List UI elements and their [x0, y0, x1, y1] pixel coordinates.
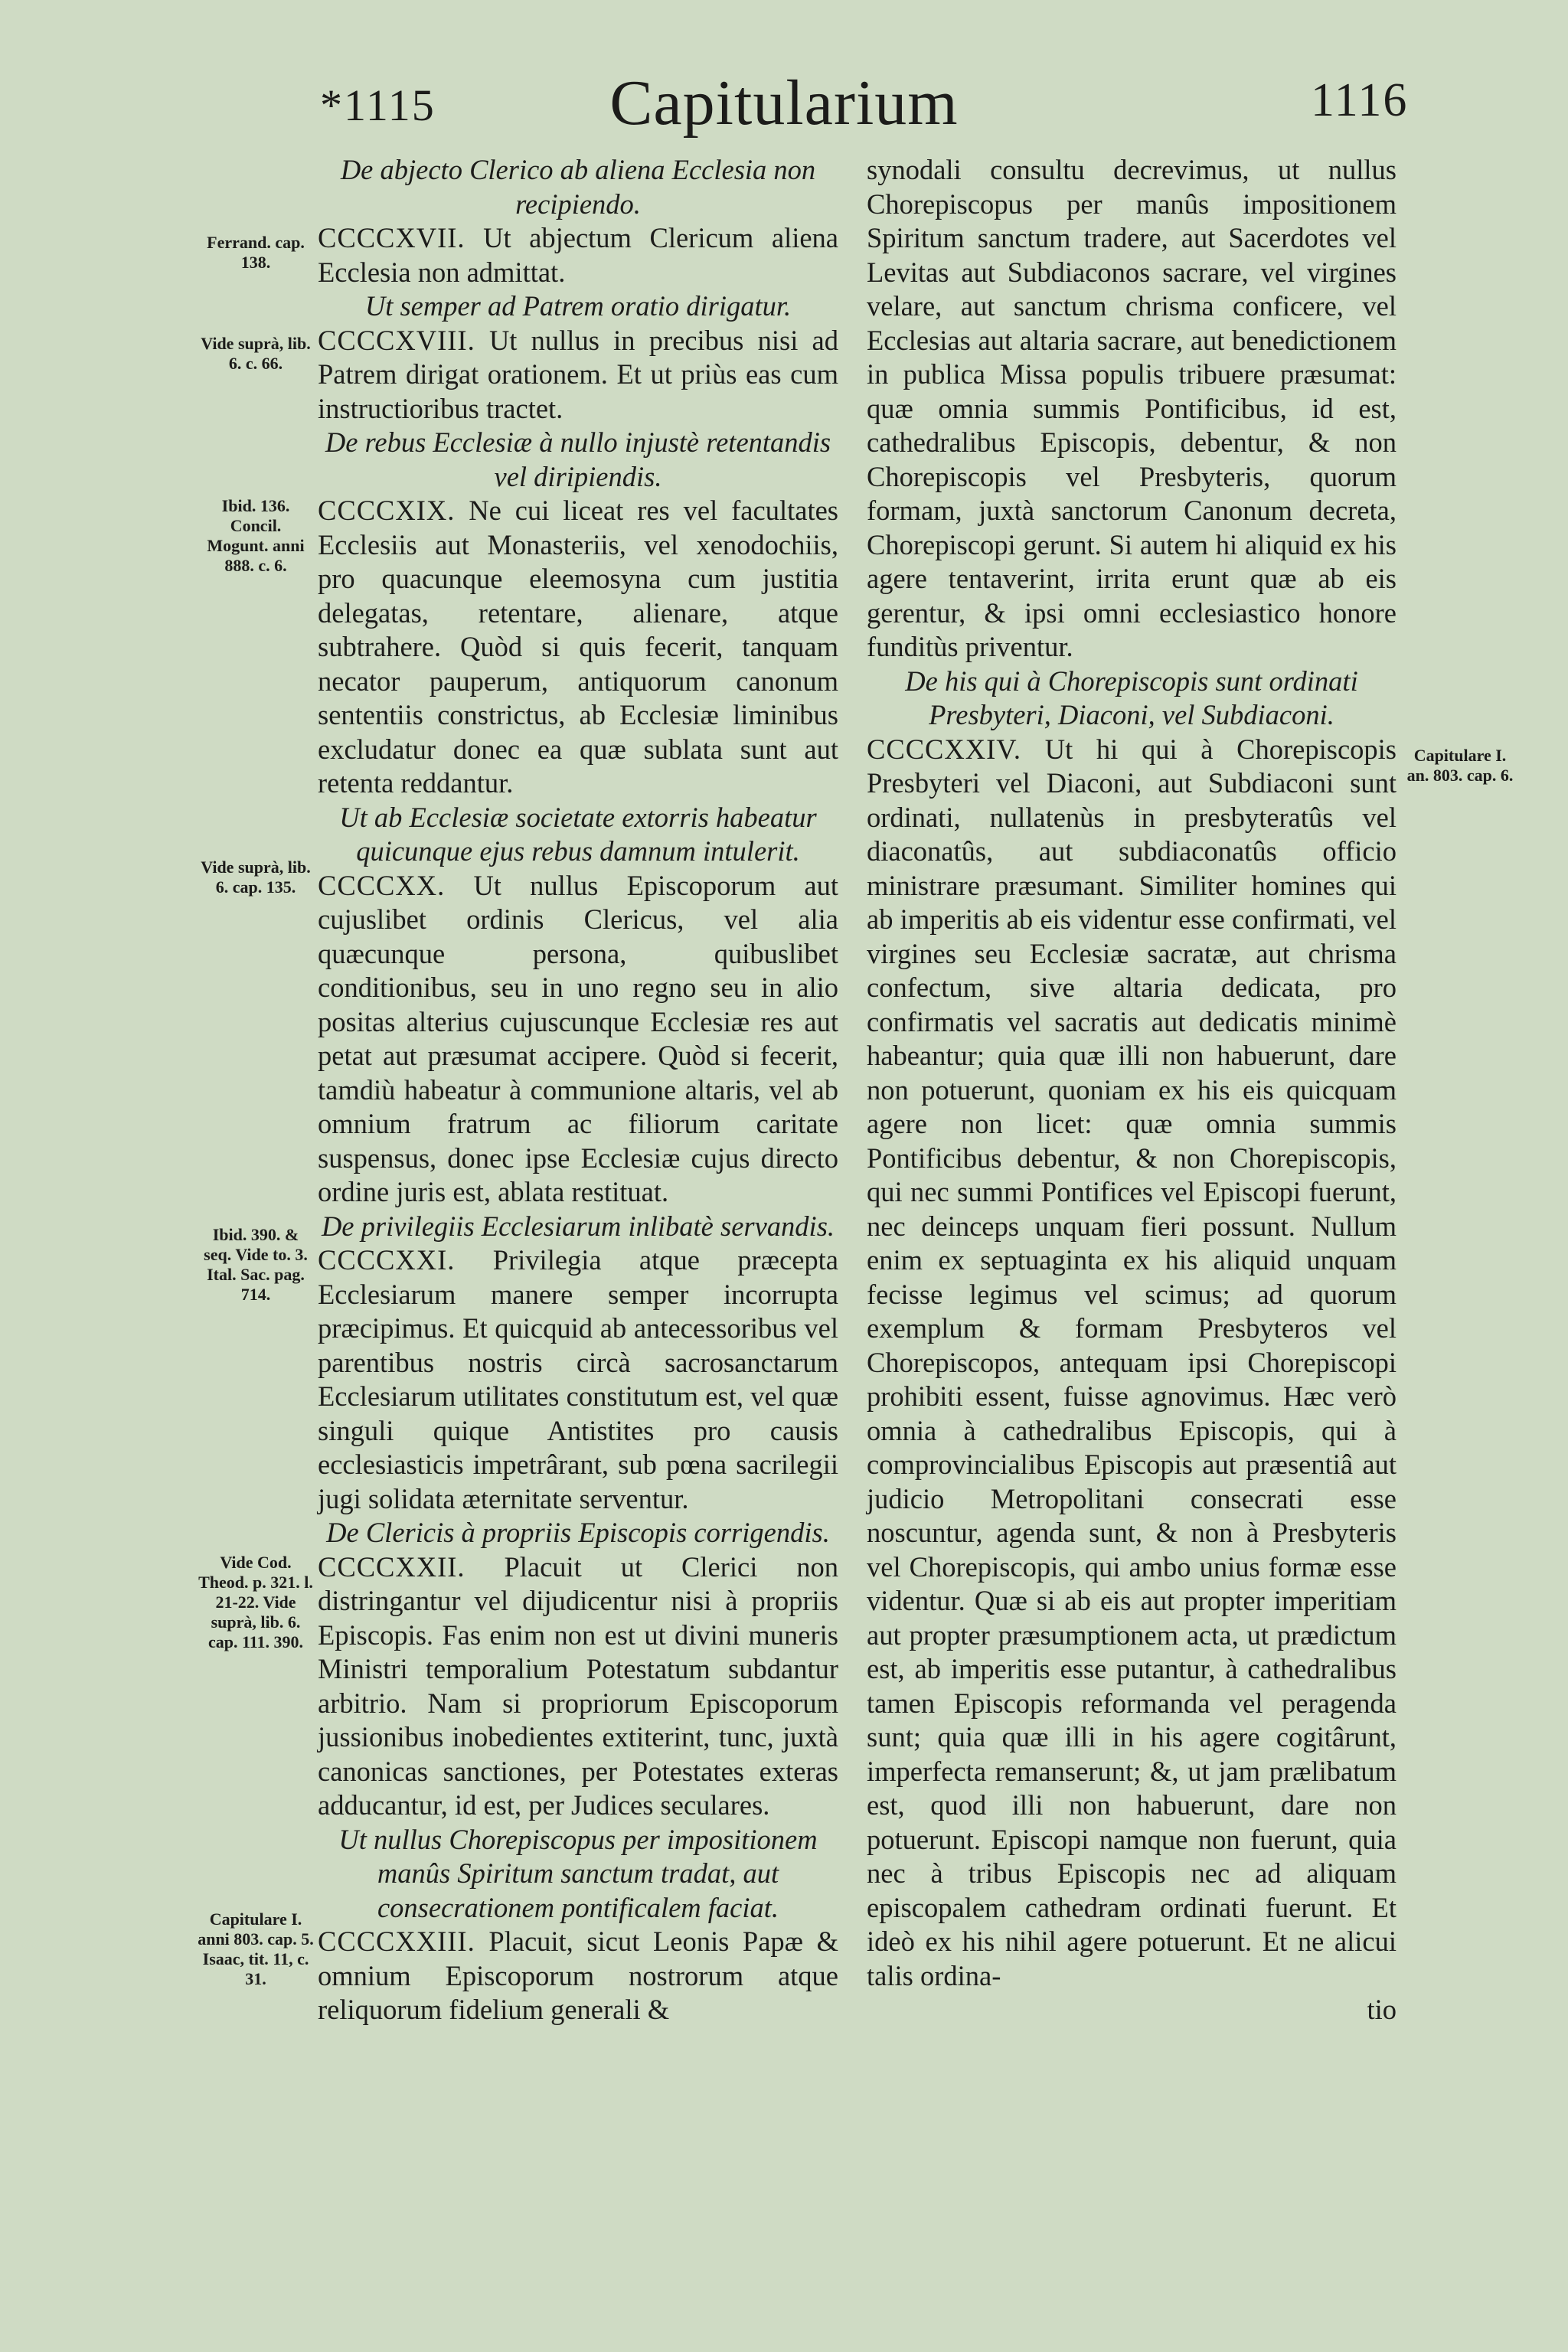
canon-text: Ut nullus in precibus nisi ad Patrem dirigat orationem. Et ut priùs eas cum instructioribus tractet. — [318, 324, 839, 424]
canon-paragraph — [318, 221, 838, 289]
left-page-number: *1115 — [320, 80, 436, 130]
canon-text: Placuit ut Clerici non distringantur vel dijudicentur nisi à propriis Episcopis. Fas enim non est ut divini muneris Ministri temporalium Potestatum subdantur arbitrio. Nam si propriorum Episcoporum jussionibus inobedientes extiterint, tunc, juxtà canonicas sanctiones, per Potestates exteras adducantur, id est, per Judices seculares. — [318, 1550, 838, 1821]
canon-paragraph — [867, 733, 1396, 1994]
canon-number: CCCCXXIV. — [867, 733, 1022, 765]
margin-note: Ibid. 390. & seq. Vide to. 3. Ital. Sac. pag. 714. — [204, 1225, 308, 1304]
section-heading: De abjecto Clerico ab aliena Ecclesia non recipiendo. — [340, 154, 816, 220]
margin-note: Ibid. 136. Concil. Mogunt. anni 888. c. 6. — [207, 496, 305, 575]
right-page-number: 1116 — [1311, 74, 1409, 126]
section-heading: De rebus Ecclesiæ à nullo injustè retentandis vel diripiendis. — [325, 426, 831, 492]
margin-note: Vide suprà, lib. 6. c. 66. — [201, 334, 311, 373]
page-title: Capitularium — [609, 67, 959, 139]
section-heading: Ut ab Ecclesiæ societate extorris habeatur quicunque ejus rebus damnum intulerit. — [339, 801, 817, 867]
canon-text: Privilegia atque præcepta Ecclesiarum manere semper incorrupta præcipimus. Et quicquid ab antecessoribus vel parentibus nostris circà sacrosanctarum Ecclesiarum utilitates constitutum est, vel quæ singuli quique Antistites pro causis ecclesiasticis impetrârant, sub pœna sacrilegii jugi solidata æternitate serventur. — [318, 1244, 839, 1514]
canon-number: CCCCXXIII. — [318, 1926, 475, 1957]
canon-text: Placuit, sicut Leonis Papæ & omnium Episcoporum nostrorum atque reliquorum fidelium generali & — [318, 1926, 838, 2025]
canon-number: CCCCXVIII. — [318, 324, 475, 356]
canon-number: CCCCXXII. — [318, 1550, 466, 1583]
canon-text: Ut abjectum Clericum aliena Ecclesia non admittat. — [318, 222, 839, 288]
section-heading: De Clericis à propriis Episcopis corrigendis. — [326, 1517, 830, 1548]
canon-text: Ut hi qui à Chorepiscopis Presbyteri vel Diaconi, aut Subdiaconi sunt ordinati, nullatenùs in presbyteratûs vel diaconatûs, aut subdiaconatûs officio ministrare præsumant. Similiter homines qui ab imperitis ab eis videntur esse confirmati, vel virgines seu Ecclesiæ sacratæ, aut chrisma confectum, sive altaria dedicata, pro confirmatis vel sacratis aut dedicatis minimè habeantur; quia quæ illi non habuerunt, dare non potuerunt, quoniam ex his eis quicquam agere non licet: quæ omnia summis Pontificibus debentur, & non Chorepiscopis, qui nec summi Pontifices vel Episcopi fuerunt, nec deinceps unquam fieri possunt. Nullum enim ex septuaginta ex his aliquid unquam fecisse legimus vel scimus; ad quorum exemplum & formam Presbyteros vel Chorepiscopos, antequam ipsi Chorepiscopi prohibiti essent, fuisse agnovimus. Hæc verò omnia à cathedralibus Episcopis, qui à comprovincialibus Episcopis aut præsentiâ aut judicio Metropolitani consecrati esse noscuntur, agenda sunt, & non à Presbyteris vel Chorepiscopis, qui ambo unius formæ esse videntur. Quæ si ab eis aut propter imperitiam aut propter præsumptionem acta, ut prædictum est, ab imperitis esse putantur, à cathedralibus tamen Episcopis reformanda vel peragenda sunt; quia quæ illi in his agere cogitârunt, imperfecta remanserunt; &, ut jam prælibatum est, quod illi non habuerunt, dare non potuerunt. Episcopi namque non fuerunt, quia nec à tribus Episcopis nec ad aliquam episcopalem cathedram ordinati fuerunt. Et ideò ex his nihil agere potuerunt. Et ne alicui talis ordina- — [867, 733, 1397, 1991]
left-text-column — [318, 153, 838, 2027]
canon-number: CCCCXXI. — [318, 1244, 456, 1276]
margin-note: Vide suprà, lib. 6. cap. 135. — [201, 858, 311, 897]
section-heading: De his qui à Chorepiscopis sunt ordinati Presbyteri, Diaconi, vel Subdiaconi. — [905, 665, 1358, 730]
canon-number: CCCCXX. — [318, 869, 446, 901]
continuation-paragraph: synodali consultu decrevimus, ut nullus Chorepiscopus per manûs impositionem Spiritum sanctum tradere, aut Sacerdotes vel Levitas aut Subdiaconos sacrare, vel virgines velare, aut sanctum chrisma conficere, vel Ecclesias aut altaria sacrare, aut benedictionem in publica Missa populis tribuere præsumat: quæ omnia summis Pontificibus, id est, cathedralibus Episcopis, debentur, & non Chorepiscopis vel Presbyteris, quorum formam, juxtà sanctorum Canonum decreta, Chorepiscopi gerunt. Si autem hi aliquid ex his agere tentaverint, irrita erunt quæ ab eis gerentur, & ipsi omni ecclesiastico honore funditùs priventur. — [867, 154, 1396, 662]
margin-note: Ferrand. cap. 138. — [207, 233, 305, 272]
catchword: tio — [1367, 1994, 1396, 2025]
margin-note: Capitulare I. an. 803. cap. 6. — [1406, 746, 1514, 785]
canon-paragraph — [318, 494, 838, 801]
right-text-column — [867, 153, 1396, 2027]
canon-text: Ut nullus Episcoporum aut cujuslibet ordinis Clericus, vel alia quæcunque persona, quibuslibet conditionibus, seu in uno regno seu in alio positas alterius cujuscunque Ecclesiæ res aut petat aut præsumat accipere. Quòd si fecerit, tamdiù habeatur à communione altaris, vel ab omnium fratrum ac filiorum caritate suspensus, donec ipse Ecclesiæ cujus directo ordine juris est, ablata restituat. — [318, 869, 838, 1207]
canon-text: Ne cui liceat res vel facultates Ecclesiis aut Monasteriis, vel xenodochiis, pro quacunque eleemosyna cum justitia delegatas, retentare, alienare, atque subtrahere. Quòd si quis fecerit, tanquam necator pauperum, antiquorum canonum sententiis constrictus, ab Ecclesiæ liminibus excludatur donec ea quæ sublata sunt aut retenta reddantur. — [318, 495, 838, 799]
section-heading: De privilegiis Ecclesiarum inlibatè servandis. — [321, 1210, 835, 1242]
section-heading: Ut nullus Chorepiscopus per impositionem manûs Spiritum sanctum tradat, aut consecrationem pontificalem faciat. — [338, 1823, 818, 1923]
canon-paragraph — [318, 324, 838, 426]
section-heading: Ut semper ad Patrem oratio dirigatur. — [364, 290, 792, 322]
canon-paragraph — [318, 869, 838, 1210]
margin-note: Capitulare I. anni 803. cap. 5. Isaac, tit. 11, c. 31. — [198, 1909, 314, 1988]
margin-note: Vide Cod. Theod. p. 321. l. 21-22. Vide suprà, lib. 6. cap. 111. 390. — [198, 1553, 313, 1651]
canon-paragraph — [318, 1925, 838, 2027]
running-head — [0, 66, 1568, 150]
canon-paragraph — [318, 1550, 838, 1823]
canon-number: CCCCXIX. — [318, 495, 456, 526]
canon-paragraph — [318, 1243, 838, 1516]
canon-number: CCCCXVII. — [318, 222, 466, 253]
